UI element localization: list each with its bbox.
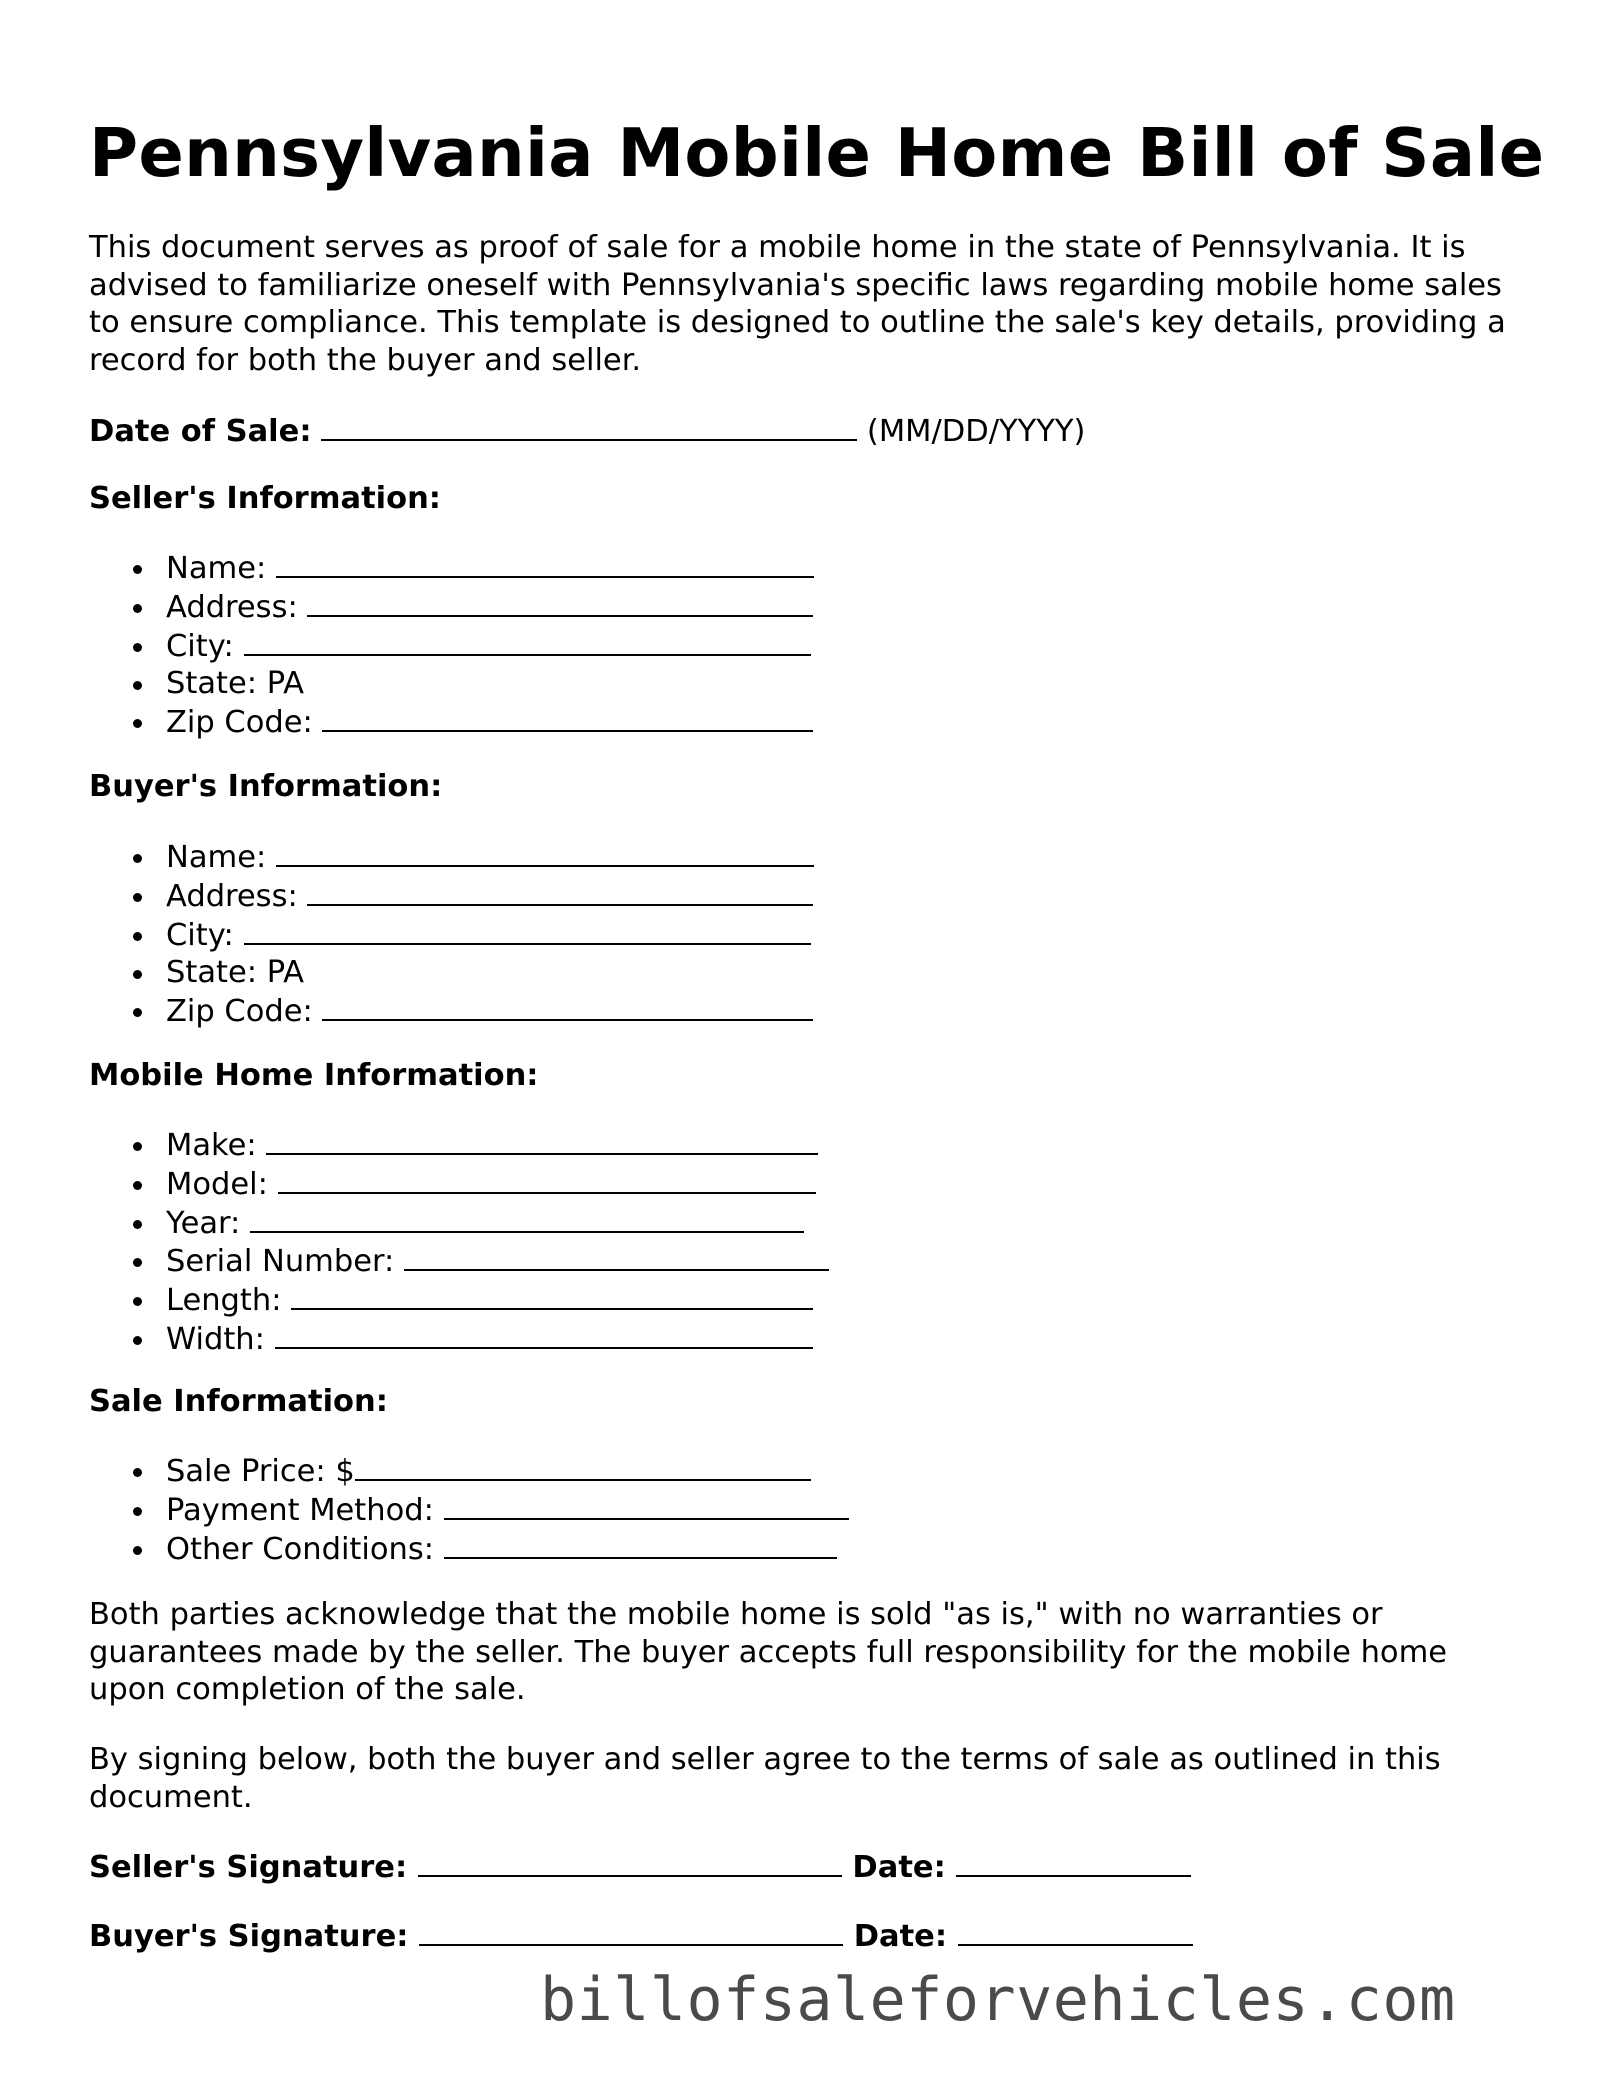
width-field[interactable] (275, 1320, 813, 1349)
list-item (89, 1530, 849, 1569)
list-item (89, 1320, 829, 1359)
make-label: Make: (166, 1128, 257, 1163)
seller-zip-field[interactable] (322, 703, 813, 732)
list-item (89, 838, 814, 877)
buyer-info-list (89, 838, 814, 1031)
mobile-home-info-list (89, 1126, 829, 1359)
as-is-paragraph: Both parties acknowledge that the mobile home is sold "as is," with no warranties or guarantees made by the seller. The buyer accepts full responsibility for the mobile home upon completion of the sale. (89, 1597, 1448, 1707)
buyer-zip-field[interactable] (322, 992, 813, 1021)
list-item (89, 1491, 849, 1530)
model-field[interactable] (278, 1165, 816, 1194)
seller-address-label: Address: (166, 589, 298, 625)
list-item (89, 549, 814, 588)
intro-paragraph: This document serves as proof of sale for a mobile home in the state of Pennsylvania. It is advised to familiarize oneself with Pennsylvania's specific laws regarding mobile home sales to ensure compliance. This template is designed to outline the sale's key details, providing a record for both the buyer and seller. (89, 230, 1506, 378)
seller-date-label: Date: (852, 1850, 946, 1885)
model-label: Model: (166, 1166, 268, 1202)
payment-method-field[interactable] (444, 1491, 849, 1520)
list-item (89, 703, 814, 742)
list-item (89, 954, 814, 992)
payment-method-label: Payment Method: (166, 1492, 434, 1528)
buyer-name-label: Name: (166, 840, 267, 875)
seller-city-field[interactable] (244, 627, 811, 656)
buyer-signature-row (89, 1917, 1193, 1956)
document-title: Pennsylvania Mobile Home Bill of Sale (89, 114, 1545, 192)
seller-state-label: State: PA (166, 666, 305, 702)
agreement-paragraph: By signing below, both the buyer and seller agree to the terms of sale as outlined in this document. (89, 1742, 1441, 1815)
list-item (89, 992, 814, 1031)
buyer-signature-label: Buyer's Signature: (89, 1919, 409, 1954)
list-item (89, 1165, 829, 1204)
seller-signature-row (89, 1848, 1191, 1887)
buyer-city-label: City: (166, 917, 234, 953)
seller-name-label: Name: (166, 551, 267, 586)
seller-signature-label: Seller's Signature: (89, 1850, 408, 1885)
seller-name-field[interactable] (276, 549, 814, 578)
site-watermark: billofsaleforvehicles.com (540, 1965, 1456, 2035)
serial-number-label: Serial Number: (166, 1244, 395, 1280)
seller-address-field[interactable] (307, 588, 813, 617)
date-of-sale-label: Date of Sale: (89, 414, 312, 449)
list-item (89, 1204, 829, 1243)
list-item (89, 1281, 829, 1320)
other-conditions-field[interactable] (444, 1530, 837, 1559)
list-item (89, 588, 814, 627)
year-label: Year: (166, 1205, 241, 1241)
buyer-date-field[interactable] (958, 1917, 1193, 1946)
seller-city-label: City: (166, 628, 234, 664)
sale-info-list (89, 1452, 849, 1568)
buyer-address-label: Address: (166, 878, 298, 914)
buyer-signature-field[interactable] (419, 1917, 843, 1946)
list-item (89, 877, 814, 916)
make-field[interactable] (266, 1126, 818, 1155)
date-of-sale-row (89, 412, 1085, 451)
seller-date-field[interactable] (956, 1848, 1191, 1877)
sale-price-label: Sale Price: $ (166, 1454, 355, 1489)
buyer-city-field[interactable] (244, 916, 811, 945)
width-label: Width: (166, 1321, 265, 1357)
list-item (89, 1242, 829, 1281)
date-of-sale-field[interactable] (321, 412, 857, 441)
other-conditions-label: Other Conditions: (166, 1531, 435, 1567)
sale-info-heading: Sale Information: (89, 1384, 388, 1419)
buyer-address-field[interactable] (307, 877, 813, 906)
seller-zip-label: Zip Code: (166, 705, 313, 741)
date-format-hint: (MM/DD/YYYY) (866, 414, 1086, 449)
serial-number-field[interactable] (404, 1242, 829, 1271)
buyer-name-field[interactable] (276, 838, 814, 867)
list-item (89, 627, 814, 666)
seller-signature-field[interactable] (418, 1848, 842, 1877)
sale-price-field[interactable] (355, 1452, 811, 1481)
list-item (89, 1452, 849, 1491)
seller-info-list (89, 549, 814, 742)
buyer-zip-label: Zip Code: (166, 994, 313, 1030)
year-field[interactable] (250, 1204, 804, 1233)
length-field[interactable] (291, 1281, 813, 1310)
buyer-state-label: State: PA (166, 955, 305, 991)
list-item (89, 916, 814, 955)
list-item (89, 665, 814, 703)
mobile-home-info-heading: Mobile Home Information: (89, 1058, 539, 1093)
seller-info-heading: Seller's Information: (89, 481, 441, 516)
buyer-info-heading: Buyer's Information: (89, 769, 443, 804)
buyer-date-label: Date: (853, 1919, 948, 1954)
list-item (89, 1126, 829, 1165)
length-label: Length: (166, 1283, 282, 1319)
